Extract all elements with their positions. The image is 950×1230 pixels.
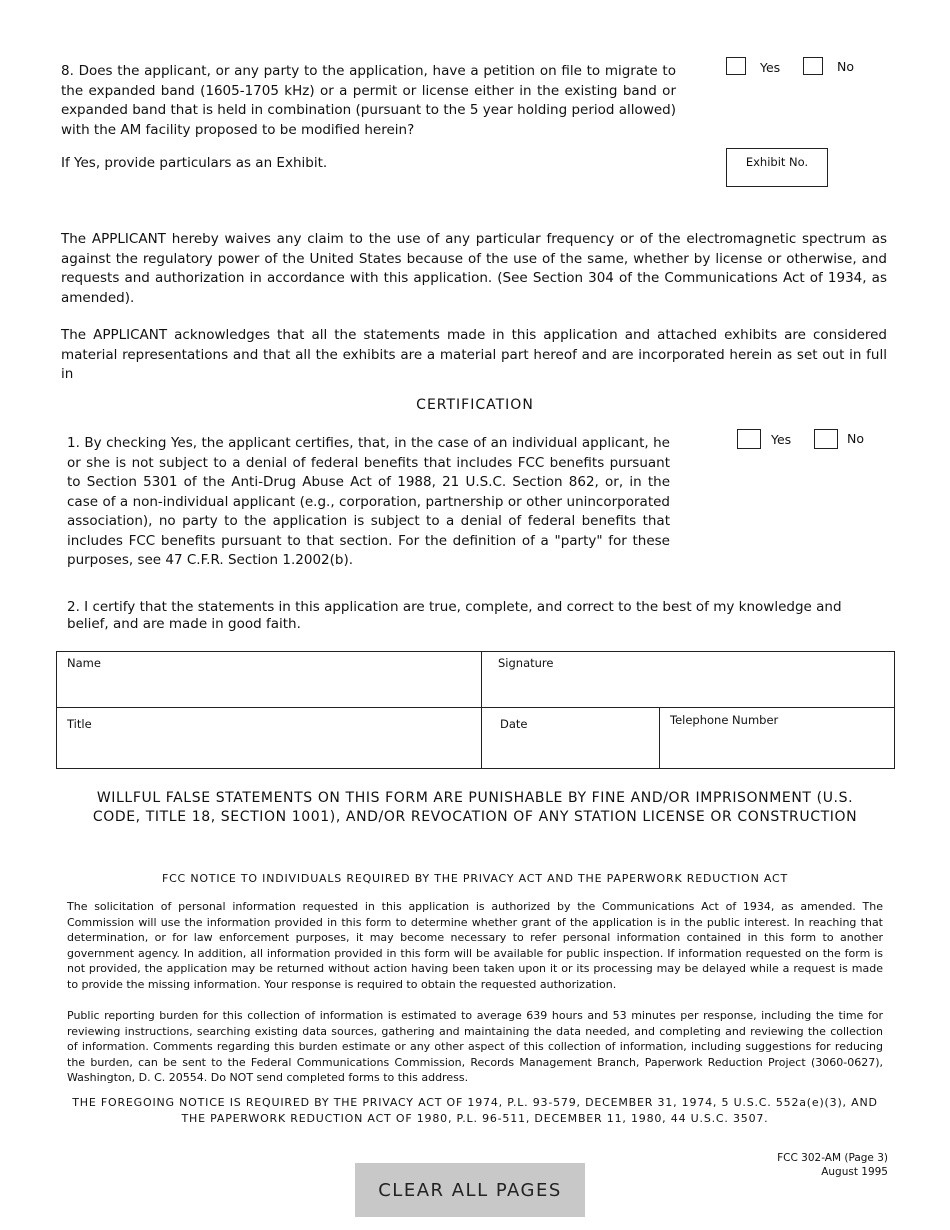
privacy-paragraph-1: The solicitation of personal information requested in this application is authorized by the Communications Act of 1934, as amended. The Commission will use the information provided in this form to determine whether grant of the application is in the public interest. In reaching that determination, or for law enforcement purposes, it may become necessary to refer personal information contained in this form to another government agency. In addition, all information provided in this form will be available for public inspection. If information requested on the form is not provided, the application may be returned without action having been taken upon it or its processing may be delayed while a request is made to provide the missing information. Your response is required to obtain the requested authorization.	[67, 900, 883, 991]
privacy-paragraph-2: Public reporting burden for this collection of information is estimated to average 639 hours and 53 minutes per response, including the time for reviewing instructions, searching existing data sources, gathering and maintaining the data needed, and completing and reviewing the collection of information. Comments regarding this burden estimate or any other aspect of this collection of information, including suggestions for reducing the burden, can be sent to the Federal Communications Commission, Records Management Branch, Paperwork Reduction Project (3060-0627), Washington, D. C. 20554. Do NOT send completed forms to this address.	[67, 1009, 883, 1084]
question-8-no-label: No	[837, 59, 854, 74]
certification-item-2-text: 2. I certify that the statements in this application are true, complete, and correct to the best of my knowledge and belief, and are made in good faith.	[67, 599, 842, 632]
certification-yes-label: Yes	[771, 432, 792, 447]
question-8-exhibit-field[interactable]	[726, 148, 828, 187]
form-number: FCC 302-AM (Page 3)	[777, 1152, 888, 1164]
waiver-paragraph: The APPLICANT hereby waives any claim to the use of any particular frequency or of the electromagnetic spectrum as against the regulatory power of the United States because of the use of the same, whether by license or otherwise, and requests and authorization in accordance with this application. (See Section 304 of the Communications Act of 1934, as amended).	[61, 231, 887, 306]
signature-table	[56, 651, 895, 769]
certification-item-1-text: 1. By checking Yes, the applicant certifies, that, in the case of an individual applicant, he or she is not subject to a denial of federal benefits that includes FCC benefits pursuant to Section 5301 of the Anti-Drug Abuse Act of 1988, 21 U.S.C. Section 862, or, in the case of a non-individual applicant (e.g., corporation, partnership or other unincorporated association), no party to the application is subject to a denial of federal benefits that includes FCC benefits pursuant to that section. For the definition of a "party" for these purposes, see 47 C.F.R. Section 1.2002(b).	[67, 435, 670, 568]
signature-field[interactable]	[482, 652, 895, 708]
certification-no-checkbox[interactable]	[814, 429, 838, 449]
question-8-no-checkbox[interactable]	[803, 57, 823, 75]
telephone-field[interactable]	[660, 708, 895, 769]
question-8-text: 8. Does the applicant, or any party to the application, have a petition on file to migrate to the expanded band (1605-1705 kHz) or a permit or license either in the existing band or expanded band that is held in combination (pursuant to the 5 year holding period allowed) with the AM facility proposed to be modified herein?	[61, 63, 676, 138]
false-statement-warning: WILLFUL FALSE STATEMENTS ON THIS FORM ARE PUNISHABLE BY FINE AND/OR IMPRISONMENT (U.S. CODE, TITLE 18, SECTION 1001), AND/OR REVOCATION OF ANY STATION LICENSE OR CONSTRUCTION	[92, 790, 858, 825]
question-8-yes-label: Yes	[760, 60, 781, 75]
certification-heading: CERTIFICATION	[416, 397, 534, 413]
name-label: Name	[67, 656, 101, 670]
clear-all-pages-button[interactable]: CLEAR ALL PAGES	[355, 1163, 585, 1217]
question-8-if-yes-text: If Yes, provide particulars as an Exhibit.	[61, 155, 328, 171]
acknowledgement-paragraph: The APPLICANT acknowledges that all the statements made in this application and attached exhibits are considered material representations and that all the exhibits are a material part hereof and are incorporated herein as set out in full in	[61, 327, 887, 382]
telephone-label: Telephone Number	[670, 713, 779, 727]
date-label: Date	[500, 717, 528, 731]
title-label: Title	[67, 717, 92, 731]
form-date: August 1995	[821, 1166, 888, 1178]
exhibit-label: Exhibit No.	[745, 155, 809, 169]
privacy-footer-notice: THE FOREGOING NOTICE IS REQUIRED BY THE PRIVACY ACT OF 1974, P.L. 93-579, DECEMBER 31, 1974, 5 U.S.C. 552a(e)(3), AND THE PAPERWORK REDUCTION ACT OF 1980, P.L. 96-511, DECEMBER 11, 1980, 44 U.S.C. 3507.	[72, 1096, 878, 1125]
certification-yes-checkbox[interactable]	[737, 429, 761, 449]
title-field[interactable]	[57, 708, 482, 769]
date-field[interactable]	[482, 708, 660, 769]
privacy-notice-heading: FCC NOTICE TO INDIVIDUALS REQUIRED BY THE PRIVACY ACT AND THE PAPERWORK REDUCTION ACT	[161, 872, 789, 885]
certification-no-label: No	[847, 431, 864, 446]
name-field[interactable]	[57, 652, 482, 708]
signature-label: Signature	[498, 656, 554, 670]
question-8-yes-checkbox[interactable]	[726, 57, 746, 75]
form-identifier	[700, 1151, 888, 1179]
